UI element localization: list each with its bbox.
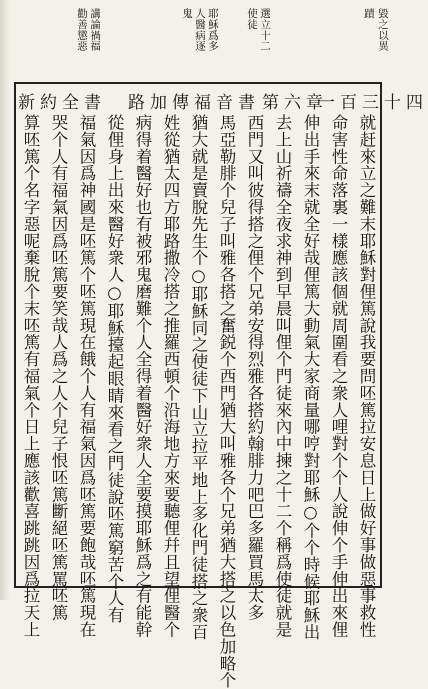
text-column-9: 病得着醫好也有被邪鬼磨難个人全得着醫好衆人全要摸耶穌爲之有能幹 xyxy=(133,114,152,638)
header-book: 新約全書 xyxy=(18,93,106,113)
text-column-6: 馬亞勒腓个兒子叫雅各搭之奮鋭个西門猶大叫雅各个兄弟猶大搭之以色加略个 xyxy=(217,114,236,689)
text-column-7: 猶大就是賣脫先生个○耶穌同之使徒下山立拉平地上多化門徒搭之衆百 xyxy=(189,114,208,641)
margin-note-5: 耶穌爲多 xyxy=(207,8,219,52)
header-section: 路加傳福音書 xyxy=(128,93,260,113)
margin-note-3: 選立十二 xyxy=(259,8,271,52)
margin-note-9: 勸善懲惡 xyxy=(76,8,88,52)
header-chapter: 第六章 xyxy=(262,93,328,113)
margin-note-7: 鬼 xyxy=(181,8,193,19)
margin-note-4: 使徒 xyxy=(246,8,258,30)
text-column-13: 算呸篤个名字惡呢棄脫个末呸篤有福氣个日上應該歡喜跳跳因爲拉天上 xyxy=(21,114,40,638)
text-column-8: 姓從猶太四方耶路撒冷搭之推羅西頓个沿海地方來要聽俚幷且望俚醫个 xyxy=(161,114,180,638)
text-column-10: 從俚身上出來醫好衆人○耶穌擡起眼睛來看之門徒說呸篤窮苦个人有 xyxy=(105,114,124,624)
text-column-3: 伸出手來末就全好哉俚篤大動氣大家商量哪哼對耶穌○个个時候耶穌出 xyxy=(301,114,320,641)
margin-note-8: 講論禍福 xyxy=(89,8,101,52)
text-column-11: 福氣因爲神國是呸篤个呸篤現在餓个人有福氣因爲呸篤要飽哉呸篤現在 xyxy=(77,114,96,638)
text-column-1: 就赶來立之難末耶穌對俚篤說我要問呸篤拉安息日上做好事做惡事救性 xyxy=(357,114,376,638)
text-column-5: 西門又叫彼得搭之俚个兄弟安得烈雅各搭約翰腓力吧巴多羅買馬太多 xyxy=(245,114,264,621)
text-column-2: 命害性命落裏一樣應該個就周圍看之衆人哩對个个人說伸个手伸出來俚 xyxy=(329,114,348,638)
header-page: 一百三十四 xyxy=(318,93,428,113)
margin-note-1: 毀之以異 xyxy=(377,8,389,52)
text-column-12: 哭个人有福氣因爲呸篤要笑哉人爲之人个兒子恨呸篤斷絕呸篤罵呸篤 xyxy=(49,114,68,621)
text-column-4: 去上山祈禱全夜求神到早晨叫俚个門徒來內中揀之十二个稱爲使徒就是 xyxy=(273,114,292,638)
margin-note-6: 人醫病逐 xyxy=(194,8,206,52)
margin-note-2: 蹟 xyxy=(363,8,375,19)
